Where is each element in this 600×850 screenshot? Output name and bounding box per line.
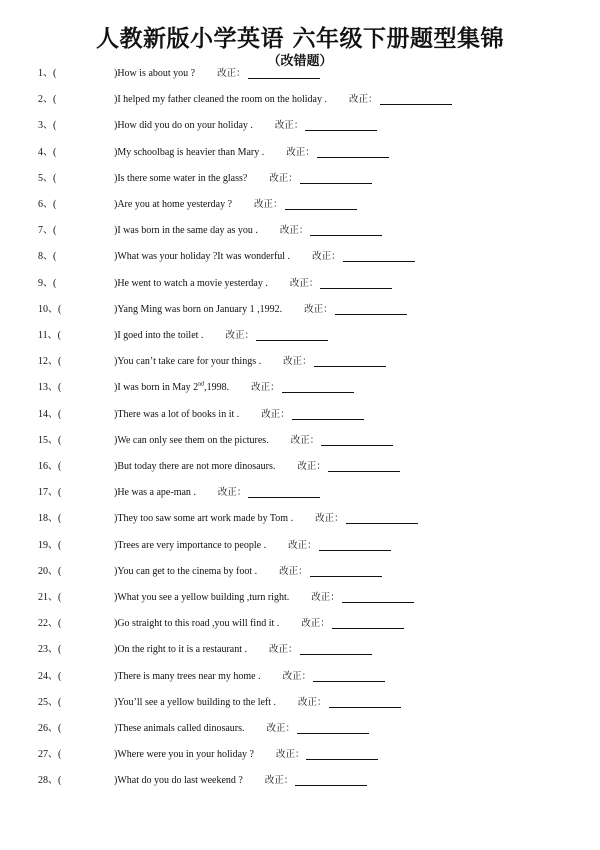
answer-blank[interactable]	[380, 104, 452, 105]
question-sentence: )He went to watch a movie yesterday .	[114, 277, 268, 289]
question-number: 24、(	[38, 670, 62, 682]
page-title: 人教新版小学英语 六年级下册题型集锦	[95, 26, 504, 52]
question-sentence: )Is there some water in the glass?	[114, 172, 248, 184]
question-number: 2、(	[38, 94, 57, 106]
answer-blank[interactable]	[329, 707, 401, 708]
question-number: 26、(	[38, 723, 62, 734]
question-sentence: )But today there are not more dinosaurs.	[114, 461, 276, 472]
question-sentence: )I was born in May 2nd,1998.	[114, 382, 230, 394]
correction-label: 改正：	[312, 251, 341, 263]
question-number: 21、(	[38, 592, 62, 603]
question-number: 9、(	[38, 277, 57, 289]
answer-blank[interactable]	[328, 471, 400, 472]
answer-blank[interactable]	[285, 209, 357, 210]
question-number: 14、(	[38, 408, 62, 420]
question-number: 27、(	[38, 749, 62, 761]
answer-blank[interactable]	[342, 602, 414, 603]
question-sentence: )Trees are very importance to people .	[114, 539, 267, 551]
question-number: 18、(	[38, 513, 62, 525]
correction-label: 改正：	[279, 225, 309, 237]
answer-blank[interactable]	[282, 392, 354, 393]
question-number: 10、(	[38, 303, 62, 315]
answer-blank[interactable]	[332, 628, 404, 629]
correction-label: 改正：	[269, 172, 298, 184]
correction-label: 改正：	[286, 146, 315, 158]
question-number: 4、(	[38, 146, 57, 158]
correction-label: 改正：	[348, 94, 378, 106]
correction-label: 改正：	[289, 277, 319, 289]
answer-blank[interactable]	[300, 654, 372, 655]
question-sentence: )How did you do on your holiday .	[114, 120, 253, 132]
question-sentence: )They too saw some art work made by Tom .	[114, 513, 294, 525]
correction-label: 改正：	[254, 199, 283, 210]
question-sentence: )What you see a yellow building ,turn right.	[114, 592, 290, 603]
correction-label: 改正：	[275, 749, 305, 761]
question-number: 17、(	[38, 487, 62, 499]
question-sentence: )He was a ape-man .	[114, 487, 196, 499]
answer-blank[interactable]	[310, 235, 382, 236]
question-sentence: )How is about you ?	[114, 68, 196, 79]
correction-label: 改正：	[288, 539, 317, 551]
question-number: 8、(	[38, 251, 57, 263]
correction-label: 改正：	[217, 68, 246, 79]
question-number: 5、(	[38, 172, 57, 184]
correction-label: 改正：	[283, 356, 312, 368]
correction-label: 改正：	[298, 696, 327, 708]
question-number: 13、(	[38, 382, 62, 394]
answer-blank[interactable]	[343, 261, 415, 262]
question-number: 1、(	[38, 68, 57, 79]
question-sentence: )Yang Ming was born on January 1 ,1992.	[114, 303, 283, 315]
answer-blank[interactable]	[314, 366, 386, 367]
question-sentence: )I helped my father cleaned the room on the holiday .	[114, 94, 327, 106]
question-sentence: )Where were you in your holiday ?	[114, 749, 254, 761]
question-number: 25、(	[38, 696, 62, 708]
question-number: 20、(	[38, 565, 62, 577]
question-sentence: )Go straight to this road ,you will find it .	[114, 618, 280, 630]
answer-blank[interactable]	[335, 314, 407, 315]
correction-label: 改正：	[251, 382, 280, 394]
answer-blank[interactable]	[297, 733, 369, 734]
correction-label: 改正：	[279, 565, 308, 577]
question-sentence: )You can’t take care for your things .	[114, 356, 262, 368]
correction-label: 改正：	[225, 330, 254, 341]
question-sentence: )You’ll see a yellow building to the left .	[114, 696, 277, 708]
answer-blank[interactable]	[320, 288, 392, 289]
correction-label: 改正：	[315, 513, 344, 525]
question-number: 7、(	[38, 225, 57, 237]
question-sentence: )You can get to the cinema by foot .	[114, 565, 258, 577]
correction-label: 改正：	[311, 592, 340, 603]
correction-label: 改正：	[282, 670, 312, 682]
answer-blank[interactable]	[306, 759, 378, 760]
correction-label: 改正：	[217, 487, 247, 499]
question-sentence: )On the right to it is a restaurant .	[114, 644, 248, 656]
answer-blank[interactable]	[292, 419, 364, 420]
answer-blank[interactable]	[248, 497, 320, 498]
answer-blank[interactable]	[321, 445, 393, 446]
answer-blank[interactable]	[256, 340, 328, 341]
question-number: 3、(	[38, 120, 57, 132]
question-number: 12、(	[38, 356, 62, 368]
correction-label: 改正：	[264, 775, 294, 787]
answer-blank[interactable]	[248, 78, 320, 79]
answer-blank[interactable]	[310, 576, 382, 577]
question-sentence: )We can only see them on the pictures.	[114, 434, 269, 446]
question-number: 15、(	[38, 434, 62, 446]
answer-blank[interactable]	[300, 183, 372, 184]
question-sentence: )There is many trees near my home .	[114, 670, 261, 682]
question-sentence: )I was born in the same day as you .	[114, 225, 258, 237]
question-number: 23、(	[38, 644, 62, 656]
question-sentence: )There was a lot of books in it .	[114, 408, 240, 420]
correction-label: 改正：	[266, 723, 296, 734]
answer-blank[interactable]	[295, 785, 367, 786]
question-sentence: )My schoolbag is heavier than Mary .	[114, 146, 265, 158]
correction-label: 改正：	[261, 408, 290, 420]
question-number: 28、(	[38, 775, 62, 787]
answer-blank[interactable]	[313, 681, 385, 682]
question-sentence: )These animals called dinosaurs.	[114, 723, 245, 734]
answer-blank[interactable]	[305, 130, 377, 131]
question-number: 19、(	[38, 539, 62, 551]
ordinal-suffix: nd	[198, 382, 205, 389]
question-sentence: )What do you do last weekend ?	[114, 775, 243, 787]
correction-label: 改正：	[274, 120, 304, 132]
answer-blank[interactable]	[317, 157, 389, 158]
question-number: 11、(	[38, 330, 61, 341]
question-sentence: )What was your holiday ?It was wonderful .	[114, 251, 291, 263]
question-number: 22、(	[38, 618, 62, 630]
question-number: 6、(	[38, 199, 57, 210]
correction-label: 改正：	[301, 618, 330, 630]
question-sentence: )Are you at home yesterday ?	[114, 199, 233, 210]
answer-blank[interactable]	[346, 523, 418, 524]
question-number: 16、(	[38, 461, 62, 472]
page-subtitle: （改错题）	[267, 54, 333, 69]
correction-label: 改正：	[269, 644, 298, 656]
correction-label: 改正：	[297, 461, 326, 472]
question-sentence: )I goed into the toilet .	[114, 330, 204, 341]
correction-label: 改正：	[290, 434, 320, 446]
correction-label: 改正：	[304, 303, 333, 315]
answer-blank[interactable]	[319, 550, 391, 551]
